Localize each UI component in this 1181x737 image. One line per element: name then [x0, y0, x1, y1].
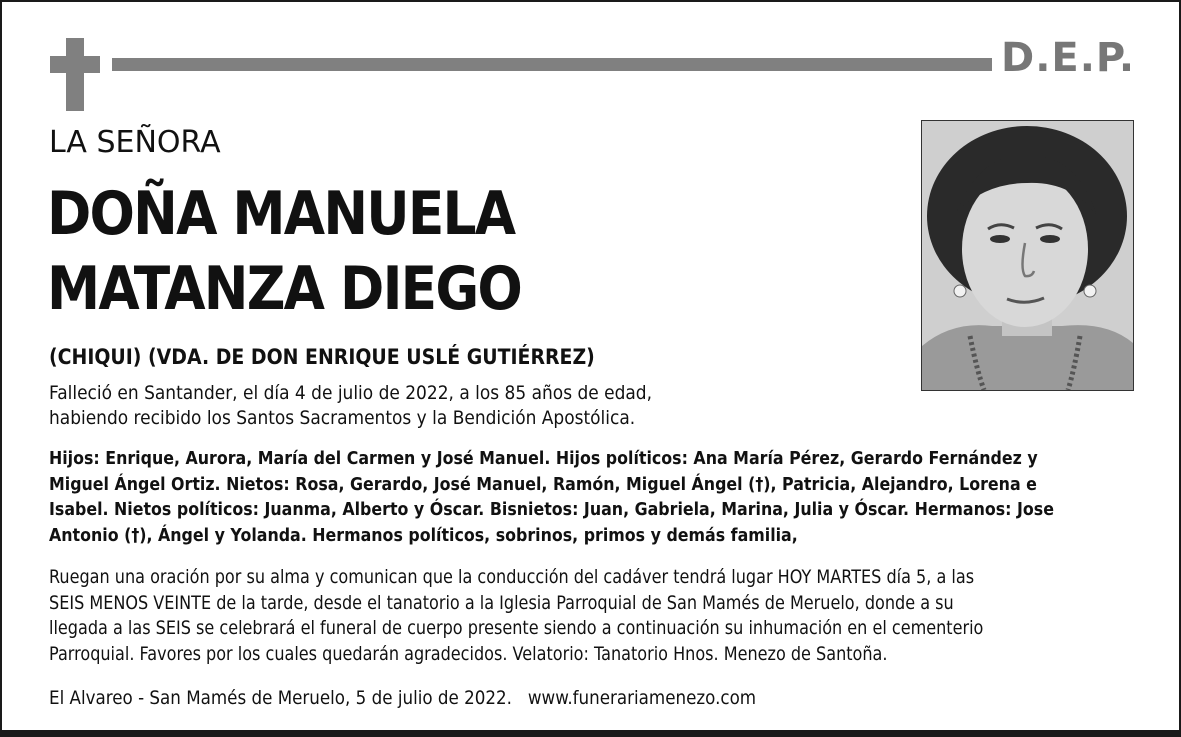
title-intro: LA SEÑORA [49, 125, 221, 160]
cross-icon [66, 38, 84, 111]
cross-icon-bar [50, 56, 100, 73]
family-list [49, 446, 1054, 548]
portrait-photo [921, 120, 1134, 391]
deceased-name [47, 177, 521, 327]
footer [49, 687, 756, 709]
prayer-paragraph [49, 565, 983, 667]
prayer-line: SEIS MENOS VEINTE de la tarde, desde el tanatorio a la Iglesia Parroquial de San Mamés de Meruelo, donde a su [49, 591, 954, 614]
family-line: Antonio (†), Ángel y Yolanda. Hermanos políticos, sobrinos, primos y demás familia, [49, 524, 798, 546]
family-line: Hijos: Enrique, Aurora, María del Carmen y José Manuel. Hijos políticos: Ana María Pérez, Gerardo Fernández y [49, 448, 1038, 469]
prayer-line: Parroquial. Favores por los cuales quedarán agradecidos. Velatorio: Tanatorio Hnos. Menezo de Santoña. [49, 642, 888, 665]
death-details [49, 381, 652, 431]
prayer-line: Ruegan una oración por su alma y comunican que la conducción del cadáver tendrá lugar HOY MARTES día 5, a las [49, 566, 975, 588]
prayer-line: llegada a las SEIS se celebrará el funeral de cuerpo presente siendo a continuación su inhumación en el cementerio [49, 617, 984, 639]
header-rule [112, 58, 992, 71]
nickname-line: (CHIQUI) (VDA. DE DON ENRIQUE USLÉ GUTIÉRREZ) [49, 345, 595, 369]
name-line: MATANZA DIEGO [47, 254, 522, 324]
dep-label: D.E.P. [1001, 35, 1136, 81]
family-line: Isabel. Nietos políticos: Juanma, Alberto y Óscar. Bisnietos: Juan, Gabriela, Marina, Julia y Óscar. Hermanos: Jose [49, 499, 1054, 520]
family-line: Miguel Ángel Ortiz. Nietos: Rosa, Gerardo, José Manuel, Ramón, Miguel Ángel (†), Patricia, Alejandro, Lorena e [49, 473, 1037, 495]
death-line: habiendo recibido los Santos Sacramentos y la Bendición Apostólica. [49, 407, 636, 429]
death-line: Falleció en Santander, el día 4 de julio de 2022, a los 85 años de edad, [49, 382, 653, 404]
website-link[interactable]: www.funerariamenezo.com [527, 687, 757, 709]
place-date: El Alvareo - San Mamés de Meruelo, 5 de julio de 2022. [49, 687, 513, 709]
name-line: DOÑA MANUELA [47, 179, 515, 249]
